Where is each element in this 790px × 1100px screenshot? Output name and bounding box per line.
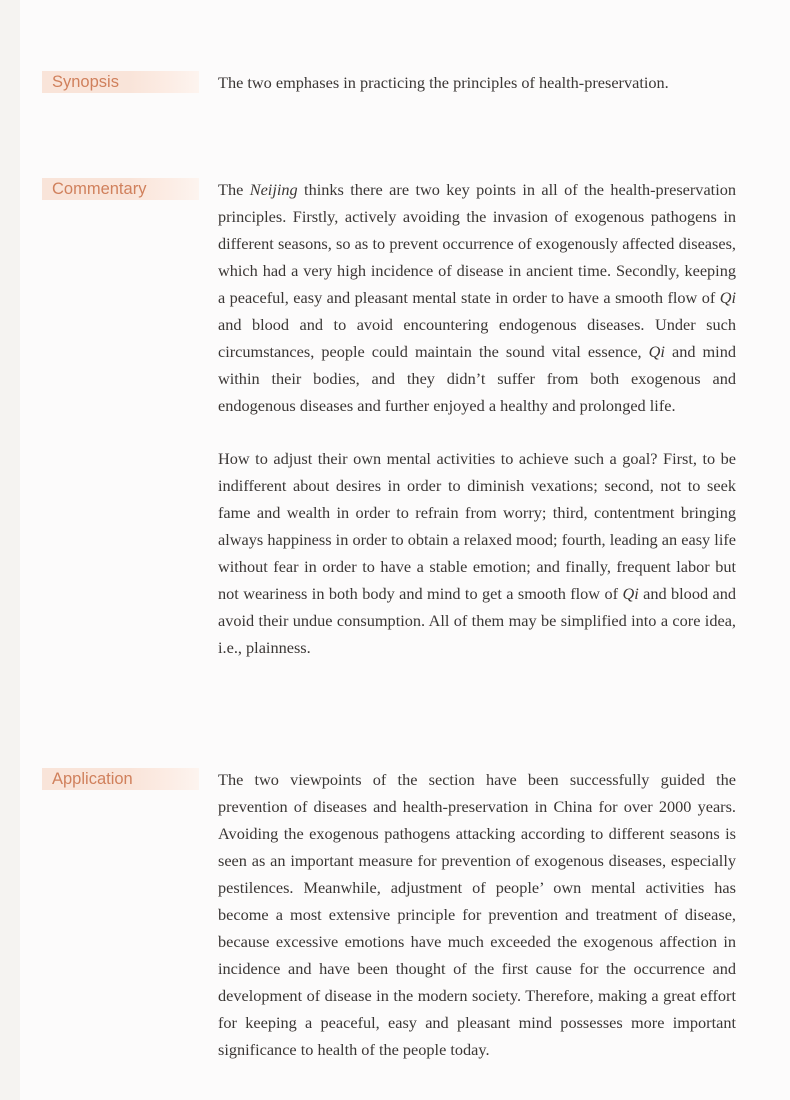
commentary-p2-part-3: and blood and avoid their undue consumption. All of them may be simplified into a core idea, i.e., plainness.	[218, 584, 737, 657]
commentary-text	[218, 176, 736, 661]
commentary-p1-part-3: thinks there are two key points in all of the health-preservation principles. Firstly, actively avoiding the invasion of exogenous pathogens in different seasons, so as to prevent occurrence of exogenously affected diseases, which had a very high incidence of disease in ancient time. Secondly, keeping a peaceful, easy and pleasant mental state in order to have a smooth flow of	[218, 180, 736, 307]
commentary-label: Commentary	[42, 178, 199, 200]
commentary-p1-qi-2: Qi	[648, 342, 665, 361]
commentary-p2-qi: Qi	[622, 584, 639, 603]
commentary-paragraph-1	[218, 176, 736, 419]
commentary-p2-part-1: How to adjust their own mental activities to achieve such a goal? First, to be indifferent about desires in order to diminish vexations; second, not to seek fame and wealth in order to refrain from worry; third, contentment bringing always happiness in order to obtain a relaxed mood; fourth, leading an easy life without fear in order to have a stable emotion; and finally, frequent labor but not weariness in both body and mind to get a smooth flow of	[218, 449, 736, 603]
commentary-p1-neijing: Neijing	[249, 180, 298, 199]
commentary-p1-part-1: The	[218, 180, 250, 199]
synopsis-paragraph: The two emphases in practicing the principles of health-preservation.	[218, 73, 669, 92]
commentary-paragraph-2	[218, 445, 736, 661]
application-label: Application	[42, 768, 199, 790]
synopsis-text	[218, 69, 736, 96]
synopsis-label: Synopsis	[42, 71, 199, 93]
commentary-p1-part-7: and mind within their bodies, and they didn’t suffer from both exogenous and endogenous diseases and further enjoyed a healthy and prolonged life.	[218, 342, 736, 415]
commentary-p1-part-5: and blood and to avoid encountering endogenous diseases. Under such circumstances, people could maintain the sound vital essence,	[218, 315, 736, 361]
application-paragraph: The two viewpoints of the section have been successfully guided the prevention of diseases and health-preservation in China for over 2000 years. Avoiding the exogenous pathogens attacking according to different seasons is seen as an important measure for prevention of exogenous diseases, especially pestilences. Meanwhile, adjustment of people’ own mental activities has become a most extensive principle for prevention and treatment of disease, because excessive emotions have much exceeded the exogenous affection in incidence and have been thought of the first cause for the occurrence and development of disease in the modern society. Therefore, making a great effort for keeping a peaceful, easy and pleasant mind possesses more important significance to health of the people today.	[218, 770, 736, 1059]
commentary-p1-qi-1: Qi	[719, 288, 736, 307]
application-text	[218, 766, 736, 1063]
page	[20, 0, 790, 1100]
